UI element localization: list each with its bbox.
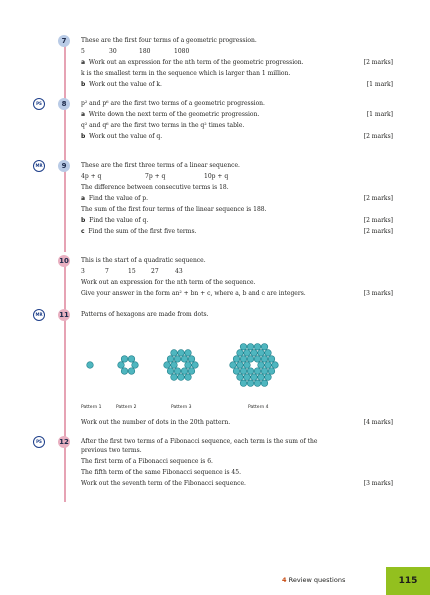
pattern-4-label: Pattern 4 — [248, 405, 269, 410]
q9-part-c-label: c — [81, 228, 85, 235]
pattern-4-dot — [272, 362, 279, 369]
q8-q-definition: q² and q⁶ are the first two terms in the q² times table. — [81, 122, 245, 129]
q7-k-definition: k is the smallest term in the sequence which is larger than 1 million. — [81, 70, 291, 77]
q7-intro: These are the first four terms of a geometric progression. — [81, 37, 257, 44]
pattern-4-dot — [233, 356, 240, 363]
q9-part-b-text: Find the value of q. — [89, 217, 149, 224]
pattern-2-dot — [121, 368, 128, 375]
question-number-11: 11 — [59, 311, 69, 319]
pattern-3-dot — [171, 374, 178, 381]
question-number-9: 9 — [58, 160, 70, 172]
q8-intro: p² and p⁶ are the first two terms of a geometric progression. — [81, 100, 265, 107]
pattern-4-dot — [265, 362, 272, 369]
footer-chapter-number: 4 — [282, 576, 287, 584]
pattern-4-dot — [244, 350, 251, 357]
pattern-2-dot — [128, 368, 135, 375]
q9-part-a-label: a — [81, 195, 86, 202]
pattern-4-dot — [254, 380, 261, 387]
pattern-4-dot — [237, 350, 244, 357]
pattern-3-dot — [171, 362, 178, 369]
pattern-4-dot — [240, 368, 247, 375]
q8-part-b-marks: [2 marks] — [363, 133, 393, 140]
q10-term-3: 15 — [128, 268, 136, 275]
pattern-3-dot — [181, 368, 188, 375]
pattern-4-dot — [240, 380, 247, 387]
pattern-3-dot — [164, 362, 171, 369]
pattern-3-dot — [167, 356, 174, 363]
ps-badge-icon: PS — [33, 436, 45, 448]
pattern-4-dot — [265, 350, 272, 357]
q11-question: Work out the number of dots in the 20th pattern. — [81, 419, 231, 426]
pattern-2-dot — [121, 356, 128, 363]
q9-part-c — [81, 228, 196, 236]
q9-difference: The difference between consecutive terms is 18. — [81, 184, 229, 191]
pattern-4-dot — [247, 380, 254, 387]
pattern-3-dot — [185, 362, 192, 369]
q10-instruction-2: Give your answer in the form an² + bn + c, where a, b and c are integers. — [81, 290, 306, 297]
q7-part-a — [81, 59, 304, 67]
q8-part-a — [81, 111, 259, 119]
q7-part-a-marks: [2 marks] — [363, 59, 393, 66]
q9-part-b-marks: [2 marks] — [363, 217, 393, 224]
q7-term-3: 180 — [139, 48, 151, 55]
q9-term-1: 4p + q — [81, 173, 102, 180]
q9-part-a-text: Find the value of p. — [88, 195, 149, 202]
q9-part-c-text: Find the sum of the first five terms. — [88, 228, 197, 235]
q9-part-a-marks: [2 marks] — [363, 195, 393, 202]
q12-line-5: Work out the seventh term of the Fibonacci sequence. — [81, 480, 246, 487]
pattern-2-label: Pattern 2 — [116, 405, 137, 410]
pattern-3-dot — [181, 356, 188, 363]
q12-marks: [3 marks] — [363, 480, 393, 487]
pattern-4-dot — [261, 368, 268, 375]
q8-part-b-label: b — [81, 133, 86, 140]
q8-part-a-label: a — [81, 111, 86, 118]
q10-intro: This is the start of a quadratic sequence. — [81, 257, 206, 264]
pattern-3-dot — [185, 374, 192, 381]
pattern-4-dot — [240, 356, 247, 363]
pattern-4-dot — [244, 362, 251, 369]
mr-badge-icon: MR — [33, 309, 45, 321]
question-rail-top — [64, 42, 66, 252]
q7-term-2: 30 — [109, 48, 117, 55]
ps-badge-icon: PS — [33, 98, 45, 110]
q8-part-b-text: Work out the value of q. — [89, 133, 163, 140]
q9-part-b — [81, 217, 148, 225]
q7-part-a-text: Work out an expression for the nth term of the geometric progression. — [88, 59, 304, 66]
pattern-4-dot — [261, 356, 268, 363]
pattern-4-dot — [240, 344, 247, 351]
pattern-4-dot — [230, 362, 237, 369]
pattern-4-dot — [268, 368, 275, 375]
pattern-4-dot — [268, 356, 275, 363]
q7-term-1: 5 — [81, 48, 85, 55]
pattern-3-dot — [178, 374, 185, 381]
q9-part-a — [81, 195, 148, 203]
pattern-4-dot — [244, 374, 251, 381]
pattern-4-dot — [251, 374, 258, 381]
pattern-3-label: Pattern 3 — [171, 405, 192, 410]
page-number: 115 — [386, 567, 430, 595]
pattern-4-dot — [258, 374, 265, 381]
pattern-4-dot — [254, 344, 261, 351]
pattern-3-dot — [174, 356, 181, 363]
q12-line-2: previous two terms. — [81, 447, 142, 454]
question-number-8: 8 — [58, 98, 70, 110]
pattern-4-dot — [258, 362, 265, 369]
q7-part-b-text: Work out the value of k. — [89, 81, 162, 88]
question-number-12: 12 — [59, 438, 69, 446]
pattern-4-dot — [237, 374, 244, 381]
q11-intro: Patterns of hexagons are made from dots. — [81, 311, 209, 318]
q9-term-3: 10p + q — [204, 173, 229, 180]
q10-term-2: 7 — [105, 268, 109, 275]
q9-part-b-label: b — [81, 217, 86, 224]
q10-marks: [3 marks] — [363, 290, 393, 297]
pattern-4-dot — [237, 362, 244, 369]
pattern-4-dot — [247, 344, 254, 351]
q9-term-2: 7p + q — [145, 173, 166, 180]
pattern-2-dot — [132, 362, 139, 369]
pattern-4-dot — [233, 368, 240, 375]
q8-part-b — [81, 133, 162, 141]
q9-sum: The sum of the first four terms of the linear sequence is 188. — [81, 206, 267, 213]
q8-part-a-marks: [1 mark] — [366, 111, 393, 118]
q11-marks: [4 marks] — [363, 419, 393, 426]
q9-intro: These are the first three terms of a linear sequence. — [81, 162, 240, 169]
pattern-1-label: Pattern 1 — [81, 405, 102, 410]
pattern-3-dot — [185, 350, 192, 357]
q12-line-1: After the first two terms of a Fibonacci sequence, each term is the sum of the — [81, 438, 318, 445]
pattern-2-dot — [118, 362, 125, 369]
pattern-3-dot — [188, 356, 195, 363]
pattern-4-dot — [247, 368, 254, 375]
q10-term-1: 3 — [81, 268, 85, 275]
pattern-1-dot — [87, 362, 94, 369]
q10-instruction-1: Work out an expression for the nth term of the sequence. — [81, 279, 256, 286]
pattern-4-dot — [251, 350, 258, 357]
q12-line-3: The first term of a Fibonacci sequence is 6. — [81, 458, 213, 465]
pattern-3-dot — [171, 350, 178, 357]
pattern-2-dot — [128, 356, 135, 363]
mr-badge-icon: MR — [33, 160, 45, 172]
pattern-3-dot — [174, 368, 181, 375]
question-number-7: 7 — [58, 35, 70, 47]
q7-part-b-marks: [1 mark] — [366, 81, 393, 88]
pattern-4-dot — [265, 374, 272, 381]
q7-term-4: 1080 — [174, 48, 190, 55]
q7-part-b-label: b — [81, 81, 86, 88]
question-rail-bottom — [64, 262, 66, 502]
footer-chapter — [282, 576, 345, 584]
pattern-4-dot — [254, 356, 261, 363]
pattern-4-dot — [261, 344, 268, 351]
q9-part-c-marks: [2 marks] — [363, 228, 393, 235]
pattern-4-dot — [258, 350, 265, 357]
q7-part-b — [81, 81, 162, 89]
pattern-3-dot — [178, 350, 185, 357]
pattern-4-dot — [261, 380, 268, 387]
q12-line-4: The fifth term of the same Fibonacci sequence is 45. — [81, 469, 241, 476]
pattern-3-dot — [188, 368, 195, 375]
pattern-4-dot — [254, 368, 261, 375]
pattern-3-dot — [192, 362, 199, 369]
q8-part-a-text: Write down the next term of the geometric progression. — [88, 111, 260, 118]
q10-term-4: 27 — [151, 268, 159, 275]
pattern-3-dot — [167, 368, 174, 375]
hexagon-dot-patterns — [84, 325, 304, 410]
footer-chapter-title: Review questions — [288, 576, 346, 584]
question-number-10: 10 — [59, 257, 69, 265]
q7-part-a-label: a — [81, 59, 86, 66]
q10-term-5: 43 — [175, 268, 183, 275]
pattern-4-dot — [247, 356, 254, 363]
